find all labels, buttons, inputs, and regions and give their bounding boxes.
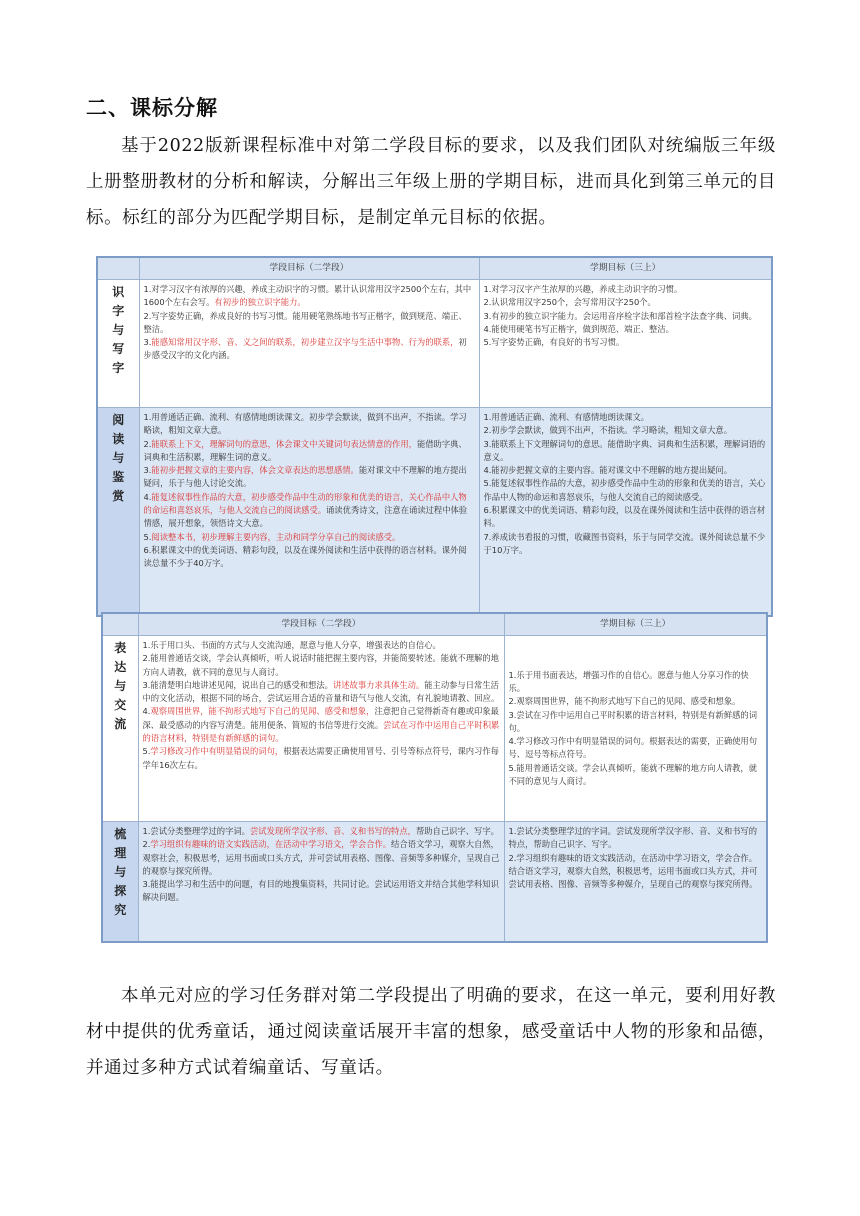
- term-goal-cell: 1.用普通话正确、流利、有感情地朗读课文。 2.初步学会默读，做到不出声，不指读。学习略读，粗知文章大意。 3.能联系上下文理解词句的意思。能借助字典、词典和生活积累，理解词语的意义。 4.能初步把握文章的主要内容。能对课文中不理解的地方提出疑问。 5.能复述叙事性作品的大意，初步感受作品中生动的形象和优美的语言，关心作品中人物的命运和喜怒哀乐，与他人交流自己的阅读感受。 6.积累课文中的优美词语、精彩句段，以及在课外阅读和生活中获得的语言材料。 7.养成读书看报的习惯，收藏图书资料，乐于与同学交流。课外阅读总量不少于10万字。: [479, 408, 772, 616]
- corner-cell: [97, 257, 139, 280]
- goal-text: 1.尝试分类整理学过的字词。: [142, 826, 250, 836]
- goal-text: 初步感受汉字的文化内涵。: [143, 337, 467, 361]
- category-char: 与: [114, 679, 127, 693]
- category-label: [102, 411, 135, 506]
- highlighted-goal-text: 观察周围世界，能不拘形式地写下自己的见闻、感受和想象，: [150, 706, 375, 717]
- goal-text: 能借助字典、词典和生活积累，理解生词的意义。 3.: [143, 438, 467, 476]
- intro-paragraph: 基于2022版新课程标准中对第二学段目标的要求，以及我们团队对统编版三年级上册整册教材的分析和解读，分解出三年级上册的学期目标，进而具化到第三单元的目标。标红的部分为匹配学期目标，是制定单元目标的依据。: [86, 136, 776, 228]
- corner-cell: [102, 613, 138, 636]
- category-char: 探: [114, 884, 127, 898]
- category-char: 交: [114, 698, 127, 712]
- category-char: 字: [112, 304, 125, 318]
- category-char: 字: [112, 361, 125, 375]
- highlighted-goal-text: 能复述叙事性作品的大意，初步感受作品中生动的形象和优美的语言，关心作品中人物的命运和喜怒哀乐，与他人交流自己的阅读感受。: [143, 491, 467, 516]
- goal-text: 1.对学习汉字有浓厚的兴趣，养成主动识字的习惯。累计认识常用汉字2500个左右，其中1600个左右会写。: [143, 284, 472, 308]
- category-char: 鉴: [112, 470, 125, 484]
- highlighted-goal-text: 尝试在习作中运用自己平时积累的语言材料，特别是有新鲜感的词句。: [142, 719, 500, 744]
- goal-text: 诵读优秀诗文，注意在诵读过程中体验情感，展开想象，领悟诗文大意。 5.: [143, 505, 468, 542]
- category-char: 理: [114, 846, 127, 860]
- goal-text: 能主动参与日常生活中的文化活动，根据不同的场合，尝试运用合适的音量和语气与他人交流，有礼貌地请教、回应。 4.: [142, 679, 500, 717]
- goal-text: 能对课文中不理解的地方提出疑问，乐于与他人讨论交流。 4.: [143, 465, 467, 502]
- highlighted-goal-text: 能初步把握文章的主要内容，体会文章表达的思想感情。: [151, 465, 359, 476]
- category-char: 读: [112, 432, 125, 446]
- stage-goal-cell: [138, 822, 504, 942]
- category-cell: [102, 636, 138, 822]
- category-char: 梳: [114, 827, 127, 841]
- category-cell: [97, 408, 139, 616]
- goals-table-1: [96, 256, 773, 617]
- column-header-stage: 学段目标（二学段）: [139, 257, 479, 280]
- column-header-stage: 学段目标（二学段）: [138, 613, 504, 636]
- goal-text: 1.用普通话正确、流利、有感情地朗读课文。初步学会默读，做到不出声，不指读。学习略读，粗知文章大意。 2.: [143, 412, 467, 449]
- goal-text: 结合语文学习，观察大自然，观察社会，积极思考，运用书面或口头方式，并可尝试用表格、图像、音频等多种媒介，呈现自己的观察与探究所得。 3.能提出学习和生活中的问题，有目的地搜集资料，共同讨论。尝试运用语文并结合其他学科知识解决问题。: [142, 839, 500, 903]
- category-char: 赏: [112, 489, 125, 503]
- column-header-term: 学期目标（三上）: [504, 613, 767, 636]
- category-cell: [102, 822, 138, 942]
- section-heading: 二、课标分解: [86, 96, 218, 120]
- category-char: 与: [114, 865, 127, 879]
- goals-table-2: [101, 612, 768, 943]
- goal-text: 6.积累课文中的优美词语、精彩句段，以及在课外阅读和生活中获得的语言材料。课外阅读总量不少于40万字。: [143, 544, 467, 569]
- highlighted-goal-text: 阅读整本书，初步理解主要内容，主动和同学分享自己的阅读感受。: [151, 531, 401, 542]
- category-cell: [97, 280, 139, 408]
- category-char: 达: [114, 660, 127, 674]
- highlighted-goal-text: 有初步的独立识字能力。: [214, 297, 306, 308]
- goal-text: 2.写字姿势正确，养成良好的书写习惯。能用硬笔熟练地书写正楷字，做到规范、端正、整洁。 3.: [143, 310, 467, 348]
- goal-text: 注意把自己觉得新奇有趣或印象最深、最受感动的内容写清楚。能用便条、简短的书信等进行交流。: [142, 706, 499, 730]
- highlighted-goal-text: 讲述故事力求具体生动。: [332, 679, 425, 690]
- goal-text: 1.乐于用口头、书面的方式与人交流沟通，愿意与他人分享，增强表达的自信心。 2.能用普通话交谈，学会认真倾听，听人说话时能把握主要内容，并能简要转述。能就不理解的地方向人请教，就不同的意见与人商讨。 3.能清楚明白地讲述见闻，说出自己的感受和想法。: [142, 640, 499, 690]
- term-goal-cell: 1.尝试分类整理学过的字词。尝试发现所学汉字形、音、义和书写的特点，帮助自己识字、写字。 2.学习组织有趣味的语文实践活动，在活动中学习语文，学会合作。结合语文学习，观察大自然，积极思考，运用书面或口头方式，并可尝试用表格、图像、音频等多种媒介，呈现自己的观察与探究所得。: [504, 822, 767, 942]
- conclusion-paragraph: 本单元对应的学习任务群对第二学段提出了明确的要求，在这一单元，要利用好教材中提供的优秀童话，通过阅读童话展开丰富的想象，感受童话中人物的形象和品德，并通过多种方式试着编童话、写童话。: [86, 986, 776, 1078]
- stage-goal-cell: [139, 408, 479, 616]
- term-goal-cell: 1.乐于用书面表达，增强习作的自信心。愿意与他人分享习作的快乐。 2.观察周围世界，能不拘形式地写下自己的见闻、感受和想象。 3.尝试在习作中运用自己平时积累的语言材料，特别是有新鲜感的词句。 4.学习修改习作中有明显错误的词句。根据表达的需要，正确使用句号、逗号等标点符号。 5.能用普通话交谈。学会认真倾听，能就不理解的地方向人请教，就不同的意见与人商讨。: [504, 636, 767, 822]
- column-header-term: 学期目标（三上）: [479, 257, 772, 280]
- category-label: [107, 825, 134, 920]
- stage-goal-cell: [139, 280, 479, 408]
- goal-text: 帮助自己识字、写字。 2.: [142, 826, 499, 850]
- category-char: 表: [114, 641, 127, 655]
- category-char: 写: [112, 342, 125, 356]
- category-char: 究: [114, 903, 127, 917]
- category-label: [102, 283, 135, 378]
- category-char: 与: [112, 323, 125, 337]
- category-char: 流: [114, 717, 127, 731]
- goal-text: 5.: [142, 746, 151, 757]
- category-char: 与: [112, 451, 125, 465]
- highlighted-goal-text: 学习修改习作中有明显错误的词句，: [150, 746, 284, 757]
- highlighted-goal-text: 能联系上下文，理解词句的意思，体会课文中关键词句表达情意的作用，: [151, 438, 417, 449]
- term-goal-cell: 1.对学习汉字产生浓厚的兴趣，养成主动识字的习惯。 2.认识常用汉字250个，会写常用汉字250个。 3.有初步的独立识字能力。会运用音序检字法和部首检字法查字典、词典。 4.能使用硬笔书写正楷字，做到规范、端正、整洁。 5.写字姿势正确，有良好的书写习惯。: [479, 280, 772, 408]
- highlighted-goal-text: 学习组织有趣味的语文实践活动，在活动中学习语文，学会合作。: [150, 839, 392, 850]
- stage-goal-cell: [138, 636, 504, 822]
- highlighted-goal-text: 能感知常用汉字形、音、义之间的联系，初步建立汉字与生活中事物、行为的联系，: [151, 337, 459, 348]
- category-char: 阅: [112, 413, 125, 427]
- category-char: 识: [112, 285, 125, 299]
- category-label: [107, 639, 134, 734]
- goal-text: 根据表达需要正确使用冒号、引号等标点符号，课内习作每学年16次左右。: [142, 746, 499, 770]
- highlighted-goal-text: 尝试发现所学汉字形、音、义和书写的特点，: [249, 826, 416, 836]
